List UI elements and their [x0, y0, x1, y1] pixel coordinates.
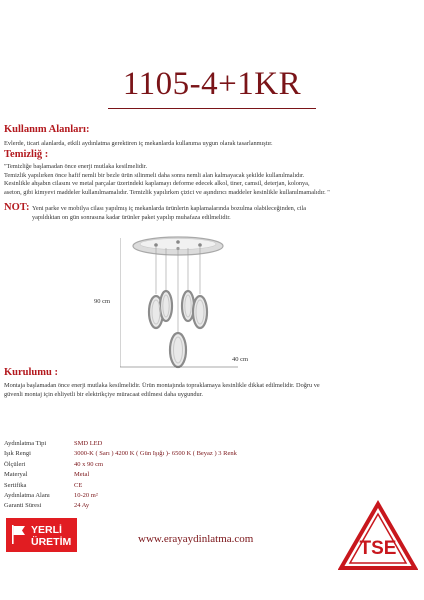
width-dimension-label: 40 cm	[232, 356, 249, 363]
spec-row	[4, 470, 237, 480]
cleaning-text: "Temizliğe başlamadan önce enerji mutlaka kesilmelidir. Temizlik yapılırken önce hafif nemli bir bezle ürün silinmeli daha sonra nemli alan kalmayacak şekilde kullanılmalıdır. Kesinlikle ahşabın cilasını ve metal parçalar üzerindeki kaplamayı deforme edecek alkol, tiner, camsil, deterjan, kolonya, aseton, gibi kimyevi maddeler kullanılmamalıdır. Temizlik yapılırken çizici ve aşındırıcı maddeler kesinlikle kullanılmamalıdır. "	[4, 163, 330, 196]
crystal-ring-4	[193, 296, 207, 328]
spec-row	[4, 460, 237, 470]
tse-logo-text: TSE	[359, 538, 397, 559]
install-heading: Kurulumu :	[4, 367, 58, 378]
spec-label: Garanti Süresi	[4, 502, 42, 510]
spec-label: Aydınlatma Tipi	[4, 440, 47, 447]
install-text: Montaja başlamadan önce enerji mutlaka kesilmelidir. Ürün montajında topraklamaya kesinlikle dikkat edilmelidir. Doğru ve güvenli montaj için ehliyetli bir elektrikçiye müracaat edilmesi daha uygundur.	[4, 382, 320, 398]
spec-value: 24 Ay	[74, 502, 90, 510]
spec-row	[4, 491, 237, 501]
usage-heading: Kullanım Alanları:	[4, 124, 90, 135]
crystal-ring-5	[170, 333, 186, 367]
spec-table	[4, 439, 237, 512]
spec-value: 40 x 90 cm	[74, 460, 104, 468]
height-dimension-label: 90 cm	[94, 298, 111, 305]
website-link[interactable]: www.erayaydinlatma.com	[138, 533, 254, 545]
spec-value: 3000-K ( Sarı ) 4200 K ( Gün Işığı )- 6500 K ( Beyaz ) 3 Renk	[74, 450, 237, 458]
spec-label: Aydınlatma Alanı	[4, 492, 50, 500]
note-text: Yeni parke ve mobilya cilası yapılmış iç mekanlarda ürünlerin kaplamalarında bozulma olabileceğinden, cila yapıldıktan on gün sonrasına kadar ürünler paket yapılıp muhafaza edilmelidir.	[32, 205, 307, 221]
spec-value: Metal	[74, 471, 90, 479]
chandelier-drawing	[120, 232, 305, 372]
spec-value: CE	[74, 481, 83, 489]
spec-row	[4, 449, 237, 459]
tse-logo	[338, 500, 418, 572]
spec-label: Ölçüleri	[4, 460, 26, 468]
spec-row	[4, 481, 237, 491]
spec-label: Materyal	[4, 471, 28, 479]
badge-line-2: ÜRETİM	[31, 536, 72, 548]
cleaning-heading: Temizliğ :	[4, 149, 49, 160]
badge-line-1: YERLİ	[31, 524, 62, 536]
spec-label: Işık Rengi	[4, 450, 31, 458]
usage-text: Evlerde, ticari alanlarda, etkili aydınlatma gerektiren iç mekanlarda kullanıma uygun olarak tasarlanmıştır.	[4, 140, 273, 147]
spec-value: 10-20 m²	[74, 492, 98, 500]
title-underline	[108, 108, 316, 109]
spec-value: SMD LED	[74, 440, 103, 447]
spec-row	[4, 501, 237, 511]
spec-label: Sertifika	[4, 481, 27, 489]
note-heading: NOT:	[4, 202, 30, 213]
flag-icon	[12, 525, 26, 544]
product-code-title: 1105-4+1KR	[122, 66, 302, 102]
yerli-uretim-badge	[6, 518, 77, 552]
spec-row	[4, 439, 237, 449]
